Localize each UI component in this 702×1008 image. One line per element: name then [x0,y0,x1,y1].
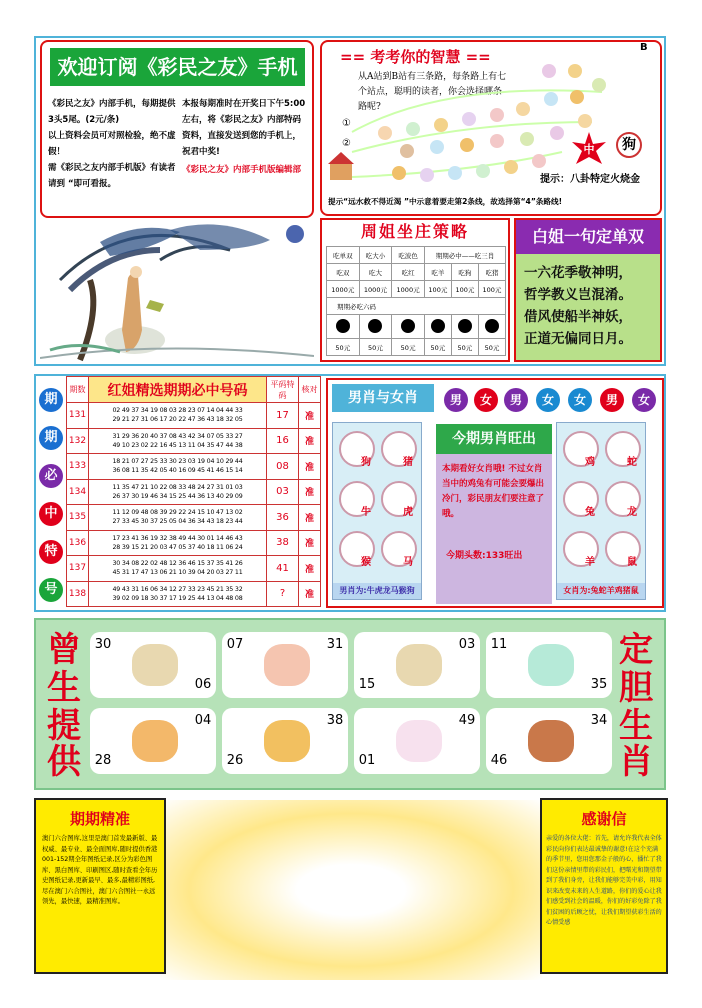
mf-tag: 女 [536,388,560,412]
code-special: 41 [267,556,299,582]
code-check: 准 [299,479,321,505]
welcome-col1-line2: 以上资料会员可对照检验，绝不虚假！ [48,131,176,157]
strategy-cell: 1000元 [327,281,360,298]
dan-title: 白姐一句定单双 [516,220,660,254]
codes-header-period: 期数 [67,377,89,403]
animal-icon [460,138,474,152]
strategy-cell: 50元 [478,339,505,356]
quiz-footer: 提示“远水救不得近渴 ”中示意着要走第2条线，故选择第“4”条路线! [328,197,563,206]
welcome-editor: 《彩民之友》内部手机版编辑部 [182,165,302,175]
animal-icon [430,140,444,154]
code-period: 132 [67,428,89,454]
animal-icon [520,132,534,146]
code-numbers-line: 49 10 23 02 22 16 45 13 11 04 35 47 44 38 [112,441,243,449]
mf-tag: 男 [504,388,528,412]
animal-icon [434,118,448,132]
right-vertical-char: 定 [619,630,653,670]
zodiac-label: 狗 [361,457,371,468]
animal-icon [476,164,490,178]
mf-tag: 女 [632,388,656,412]
code-row [67,581,321,607]
animal-icon [542,64,556,78]
left-vertical-char: 生 [47,668,81,708]
code-period: 135 [67,505,89,531]
strategy-cell: 吃波色 [392,247,425,264]
code-row [67,479,321,505]
code-numbers [89,505,267,531]
zodiac-label: 鼠 [627,557,637,568]
code-check: 准 [299,403,321,429]
quiz-corner-b: B [640,42,648,53]
zodiac-number: 34 [586,708,612,734]
strategy-cell: 吃大 [359,264,392,281]
strategy-cell: 50元 [327,339,360,356]
welcome-col1 [48,96,178,192]
zodiac-card [222,632,348,698]
side-char: 号 [39,578,63,602]
bai-odd-even-panel [514,218,662,362]
zodiac-number: 01 [354,748,380,774]
code-numbers-line: 36 08 11 35 42 05 40 16 09 45 41 46 15 14 [112,467,243,475]
black-ball-icon [368,319,382,333]
snake-icon [528,644,574,686]
code-numbers-line: 11 35 47 21 10 22 08 33 48 24 27 31 01 03 [112,483,243,491]
animal-icon [592,78,606,92]
quiz-intro: 从A站到B站有三条路，每条路上有七个站点，聪明的读者，你会选择哪条路呢? [358,72,507,112]
male-zodiac-footer: 男肖为:牛虎龙马猴狗 [333,583,421,599]
code-numbers-line: 28 39 15 21 20 03 47 05 37 40 18 11 06 24 [112,543,243,551]
code-check: 准 [299,581,321,607]
quiz-panel [320,40,662,216]
animal-icon [516,102,530,116]
code-row [67,530,321,556]
precise-title: 期期精准 [69,810,130,828]
zhong-label: 中 [583,143,595,156]
strategy-cell: 100元 [478,281,505,298]
strategy-cell: 吃红 [392,264,425,281]
code-numbers [89,454,267,480]
strategy-cell: 吃双 [327,264,360,281]
code-numbers [89,530,267,556]
ball-cell [327,315,360,339]
codes-header-code: 平码特码 [267,377,299,403]
animal-icon [504,160,518,174]
today-text: 本期看好女肖哦! 不过女肖当中的鸡兔有可能会要爆出冷门，彩民朋友们要注意了哦。 [442,464,545,519]
code-numbers [89,556,267,582]
black-ball-icon [431,319,445,333]
strategy-cell: 吃单双 [327,247,360,264]
quiz-hint: 提示：八卦特定火烧金 [540,174,640,185]
code-period: 138 [67,581,89,607]
thanks-body: 亲爱的各位大佬：首先，请允许我代表全体彩民向你们表达最诚挚的谢意!在这个充满的季节里，您用您那金子般的心，播忙了我们这份亲情里带的彩民们，把曙光和期望带到了我们身旁，让我们能够完美中彩，用知识来改变未来的人生道路，你们的爱心让我们感受到社会的温暖，你们的好彩免除了我们贫困的后顾之忧，让我们期望获彩生活的心情受感 [546,835,662,926]
zodiac-card [90,708,216,774]
mf-tag: 女 [568,388,592,412]
strategy-cell: 50元 [392,339,425,356]
center-glow [160,800,542,980]
zodiac-number: 06 [190,672,216,698]
code-check: 准 [299,454,321,480]
zodiac-number: 07 [222,632,248,658]
code-row [67,428,321,454]
zodiac-number: 30 [90,632,116,658]
code-row [67,505,321,531]
side-char: 必 [39,464,63,488]
rooster-icon [264,644,310,686]
zodiac-card [90,632,216,698]
zodiac-number: 38 [322,708,348,734]
zodiac-card [222,708,348,774]
mf-tag: 女 [474,388,498,412]
left-vertical-char: 供 [47,742,81,782]
animal-icon [378,126,392,140]
code-numbers [89,581,267,607]
strategy-table [326,246,506,356]
code-period: 137 [67,556,89,582]
code-special: 16 [267,428,299,454]
today-head-count: 今期头数:133旺出 [446,551,523,561]
strategy-cell: 50元 [424,339,451,356]
code-numbers-line: 45 31 17 47 13 06 21 10 39 04 20 03 27 11 [112,569,243,577]
code-special: 08 [267,454,299,480]
rabbit-icon [396,720,442,762]
mf-title: 男肖与女肖 [332,384,434,412]
animal-icon [578,114,592,128]
code-numbers-line: 02 49 37 34 19 08 03 28 23 07 14 04 44 33 [112,407,243,415]
horse-icon [528,720,574,762]
animal-icon [448,166,462,180]
quiz-title: == 考考你的智慧 == [340,48,491,66]
codes-header-check: 核对 [299,377,321,403]
welcome-title: 欢迎订阅《彩民之友》手机报 [50,48,305,86]
ball-cell [424,315,451,339]
strategy-cell: 100元 [424,281,451,298]
today-title: 今期男肖旺出 [436,424,552,454]
strategy-title: 周姐坐庄策略 [322,220,508,244]
female-zodiac-footer: 女肖为:兔蛇羊鸡猪鼠 [557,583,645,599]
animal-icon [392,166,406,180]
zodiac-label: 羊 [585,557,595,568]
left-vertical-char: 曾 [47,630,81,670]
code-period: 131 [67,403,89,429]
animal-icon [490,134,504,148]
code-numbers [89,428,267,454]
animal-icon [490,108,504,122]
strategy-cell: 1000元 [392,281,425,298]
zodiac-label: 鸡 [585,457,595,468]
zodiac-number: 15 [354,672,380,698]
code-check: 准 [299,530,321,556]
zodiac-number: 26 [222,748,248,774]
side-char: 中 [39,502,63,526]
quiz-row-label: ② [342,138,351,149]
right-vertical-char: 胆 [619,668,653,708]
code-special: 38 [267,530,299,556]
code-numbers-line: 39 02 09 18 30 37 17 19 25 44 13 04 48 08 [112,594,243,602]
zodiac-number: 04 [190,708,216,734]
code-numbers [89,403,267,429]
code-period: 134 [67,479,89,505]
code-check: 准 [299,428,321,454]
mf-tag: 男 [600,388,624,412]
code-special: 36 [267,505,299,531]
strategy-cell: 期期必中——吃三肖 [424,247,505,264]
code-numbers-line: 30 34 08 22 02 48 12 36 46 15 37 35 41 26 [112,560,243,568]
animal-icon [568,64,582,78]
welcome-col1-line1: 《彩民之友》内部手机，每期提供3头5尾。(2元/条) [48,99,176,125]
welcome-col1-line3: 需《彩民之友内部手机版》有读者请到 “即可看报。 [48,163,176,189]
strategy-cell: 吃狗 [451,264,478,281]
strategy-cell: 吃羊 [424,264,451,281]
code-period: 136 [67,530,89,556]
code-check: 准 [299,505,321,531]
black-ball-icon [458,319,472,333]
strategy-cell: 100元 [451,281,478,298]
ball-cell [359,315,392,339]
black-ball-icon [485,319,499,333]
zodiac-number: 28 [90,748,116,774]
animal-icon [532,154,546,168]
code-numbers-line: 27 33 45 30 37 25 05 04 36 34 43 18 23 44 [112,518,243,526]
zodiac-card [354,632,480,698]
code-numbers-line: 31 29 36 20 40 37 08 43 42 34 07 05 33 27 [112,432,243,440]
code-row [67,403,321,429]
female-zodiac-panel [556,422,646,600]
strategy-cell: 吃猪 [478,264,505,281]
zhong-burst [572,132,606,166]
precise-body: 澳门六合图库,这里是澳门首发最新版、最权威、最专业、最全面图库,随时提供香港001-152期全年图纸记录,区分为彩色图库、黑白图库、印刷图区,随时查看全年历史图纸记录,更新最早、最多,最精彩图纸,尽在澳门六合图社，澳门六合图社一永远领先，最快速，最精准图库。 [42,835,158,905]
precise-panel [34,798,166,974]
zodiac-number: 49 [454,708,480,734]
zodiac-label: 马 [403,557,413,568]
zodiac-number: 11 [486,632,512,658]
code-special: ? [267,581,299,607]
zodiac-label: 猪 [403,457,413,468]
ox-icon [132,644,178,686]
side-char: 期 [39,388,63,412]
strategy-cell: 1000元 [359,281,392,298]
zodiac-number: 46 [486,748,512,774]
code-numbers [89,479,267,505]
zodiac-label: 虎 [403,507,413,518]
code-numbers-line: 49 43 31 16 06 34 12 27 33 23 45 21 35 32 [112,585,243,593]
today-male-panel [436,424,552,604]
tiger-icon [264,720,310,762]
black-ball-icon [401,319,415,333]
zodiac-label: 牛 [361,507,371,518]
animal-icon [420,168,434,182]
welcome-panel [40,40,314,218]
zodiac-label: 兔 [585,507,595,518]
answer-circle: 狗 [616,132,642,158]
poem-line: 借风使船半神妖， [524,309,632,325]
animal-icon [550,126,564,140]
animal-icon [406,122,420,136]
right-vertical-char: 肖 [619,742,653,782]
code-row [67,454,321,480]
code-row [67,556,321,582]
zodiac-label: 蛇 [627,457,637,468]
ball-cell [392,315,425,339]
animal-icon [462,112,476,126]
code-numbers-line: 29 21 27 31 06 17 20 22 47 36 43 18 32 05 [112,416,243,424]
zodiac-card [486,708,612,774]
rat-icon [132,720,178,762]
zhou-strategy-panel [320,218,510,362]
animal-icon [400,144,414,158]
side-circles [36,376,66,610]
code-numbers-line: 17 23 41 36 19 32 38 49 44 30 01 14 46 43 [112,534,243,542]
male-zodiac-panel [332,422,422,600]
code-special: 17 [267,403,299,429]
poem-line: 一六花季敬神明， [524,265,632,281]
dan-poem [524,262,656,350]
poem-line: 正道无偏同日月。 [524,331,632,347]
zodiac-card [486,632,612,698]
zodiac-number: 03 [454,632,480,658]
code-check: 准 [299,556,321,582]
ball-cell [451,315,478,339]
code-numbers-line: 11 12 09 48 08 39 29 22 24 15 10 47 13 02 [112,509,243,517]
welcome-col2 [182,96,308,178]
codes-table [66,376,321,607]
code-numbers-line: 26 37 30 19 46 34 15 25 44 36 13 40 29 09 [112,492,243,500]
animal-icon [544,92,558,106]
animal-icon [570,90,584,104]
code-special: 03 [267,479,299,505]
poem-line: 哲学教义岂混淆。 [524,287,632,303]
strategy-cell: 50元 [451,339,478,356]
zodiac-number: 35 [586,672,612,698]
left-vertical-char: 提 [47,706,81,746]
ox-icon [396,644,442,686]
side-char: 特 [39,540,63,564]
zodiac-label: 龙 [627,507,637,518]
strategy-cell: 50元 [359,339,392,356]
code-numbers-line: 18 21 07 27 25 33 30 23 03 19 04 10 29 44 [112,458,243,466]
quiz-row-label: ① [342,118,351,129]
code-period: 133 [67,454,89,480]
codes-header-title: 红姐精选期期必中号码 [89,377,267,403]
mf-tag: 男 [444,388,468,412]
side-char: 期 [39,426,63,450]
strategy-cell: 期期必吃六码 [327,298,506,315]
zodiac-number: 31 [322,632,348,658]
zodiac-card [354,708,480,774]
right-vertical-char: 生 [619,706,653,746]
ink-painting-illustration [40,220,314,362]
black-ball-icon [336,319,350,333]
welcome-col2-line1: 本报每期准时在开奖日下午5:00左右，将《彩民之友》内部特码资料，直接发送到您的手机上，祝君中奖! [182,99,306,157]
ball-cell [478,315,505,339]
thanks-letter-panel [540,798,668,974]
zodiac-label: 猴 [361,557,371,568]
strategy-cell: 吃大小 [359,247,392,264]
thanks-title: 感谢信 [581,810,627,828]
